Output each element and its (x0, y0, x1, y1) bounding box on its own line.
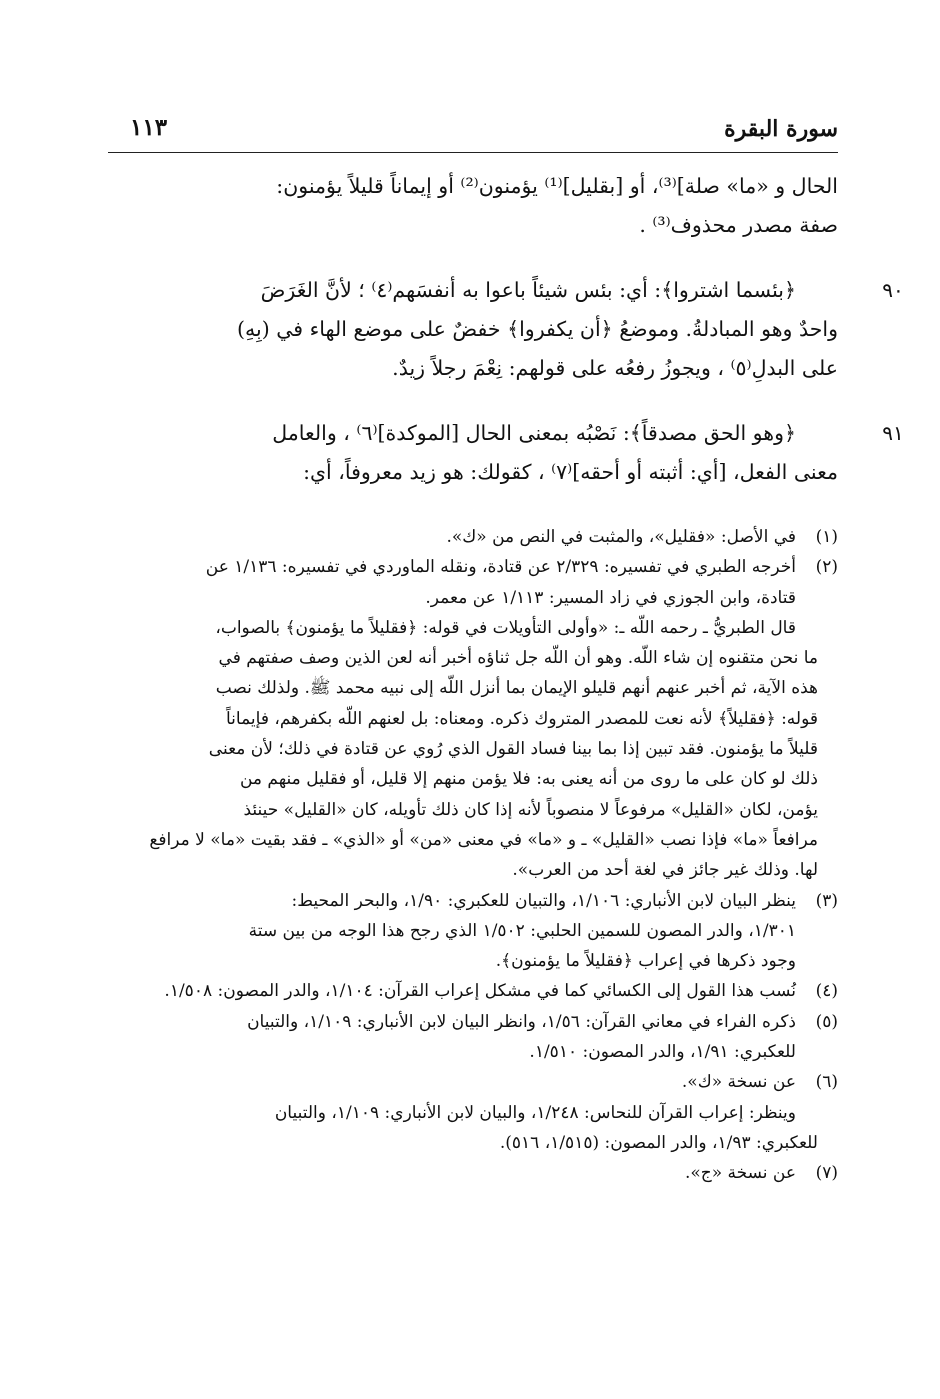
intro-paragraph (108, 167, 838, 245)
text-line: الحال و «ما» صلة]⁽³⁾، أو [بقليل]⁽¹⁾ يؤمنون⁽²⁾ أو إيماناً قليلاً يؤمنون: (276, 174, 838, 198)
footnote-line: ذلك لو كان على ما روى من أنه يعنى به: فلا يؤمن منهم إلا قليل، أو فقليل منهم من (239, 769, 818, 790)
text-line: ﴿بئسما اشتروا﴾: أي: بئس شيئاً باعوا به أنفسَهم⁽٤⁾ ؛ لأنَّ الغَرَضَ (260, 278, 796, 302)
footnotes (108, 522, 838, 1189)
footnote-line: ينظر البيان لابن الأنباري: ١/١٠٦، والتبيان للعكبري: ١/٩٠، والبحر المحيط: (291, 890, 796, 911)
footnote-2 (108, 552, 838, 613)
footnote-number: (٣) (815, 890, 838, 911)
footnote-line: ذكره الفراء في معاني القرآن: ١/٥٦، وانظر البيان لابن الأنباري: ١/١٠٩، والتبيان (247, 1011, 796, 1032)
footnote-line: مرافعاً «ما» فإذا نصب «القليل» ـ و «ما» في معنى «من» أو «الذي» ـ فقد بقيت «ما» لا مرافع (149, 829, 818, 850)
footnote-6 (108, 1067, 838, 1097)
footnote-3 (108, 886, 838, 977)
footnote-line: للعكبري: ١/٩١، والدر المصون: ١/٥١٠. (529, 1042, 796, 1063)
footnote-line: عن نسخة «ك». (681, 1072, 796, 1093)
footnote-number: (٤) (815, 981, 838, 1002)
footnote-number: (٢) (815, 557, 838, 578)
footnote-line: قوله: ﴿فقليلاً﴾ لأنه نعت للمصدر المتروك ذكره. ومعناه: بل لعنهم اللّه بكفرهم، فإيماناً (225, 708, 818, 729)
footnote-line: هذه الآية، ثم أخبر عنهم أنهم قليلو الإيمان بما أنزل اللّه إلى نبيه محمد ﷺ. ولذلك نصب (215, 678, 818, 699)
verse-number: ٩١ (882, 421, 904, 445)
text-line: على البدلِ⁽٥⁾ ، ويجوزُ رفعُه على قولهم: نِعْمَ رجلاً زيدٌ. (392, 356, 838, 380)
footnote-line: أخرجه الطبري في تفسيره: ٢/٣٢٩ عن قتادة، ونقله الماوردي في تفسيره: ١/١٣٦ عن (205, 557, 796, 578)
footnote-line: نُسب هذا القول إلى الكسائي كما في مشكل إعراب القرآن: ١/١٠٤، والدر المصون: ١/٥٠٨. (164, 981, 796, 1002)
footnote-line: وينظر: إعراب القرآن للنحاس: ١/٢٤٨، والبيان لابن الأنباري: ١/١٠٩، والتبيان (274, 1102, 796, 1123)
footnote-number: (١) (815, 527, 838, 547)
main-text (108, 167, 904, 492)
footnote-2-quote (108, 613, 838, 886)
footnote-number: (٧) (815, 1163, 838, 1184)
text-line: واحدٌ وهو المبادلةُ. وموضعُ ﴿أن يكفروا﴾ خفضٌ على موضع الهاء في (بِهِ) (237, 317, 838, 341)
footnote-line: قليلاً ما يؤمنون. فقد تبين إذا بما بينا فساد القول الذي رُوي عن قتادة في ذلك؛ لأن معنى (208, 739, 818, 760)
text-line: ﴿وهو الحق مصدقاً﴾: نَصْبُه بمعنى الحال [الموكدة]⁽٦⁾ ، والعامل (272, 421, 796, 445)
footnote-4 (108, 976, 838, 1006)
footnote-5 (108, 1007, 838, 1068)
footnote-6-continued (108, 1098, 838, 1159)
footnote-7 (108, 1158, 838, 1188)
footnote-line: قتادة، وابن الجوزي في زاد المسير: ١/١١٣ عن معمر. (425, 587, 796, 608)
surah-title: سورة البقرة (724, 116, 838, 142)
footnote-1 (108, 522, 838, 552)
footnote-line: قال الطبريُّ ـ رحمه اللّه ـ: «وأولى التأويلات في قوله: ﴿فقليلاً ما يؤمنون﴾ بالصواب، (215, 617, 796, 638)
footnote-line: عن نسخة «ج». (684, 1163, 796, 1184)
footnote-line: ما نحن متقنوه إن شاء اللّه. وهو أن اللّه جل ثناؤه أخبر أنه لعن الذين وصف صفتهم في (218, 648, 818, 669)
text-line: صفة مصدر محذوف⁽³⁾ . (639, 213, 838, 237)
page-number: ١١٣ (130, 114, 168, 141)
footnote-line: وجود ذكرها في إعراب ﴿فقليلاً ما يؤمنون﴾. (495, 951, 796, 972)
text-line: معنى الفعل، [أي: أثبته أو أحقه]⁽٧⁾ ، كقولك: هو زيد معروفاً، أي: (303, 460, 838, 484)
footnote-number: (٦) (815, 1072, 838, 1093)
footnote-line: للعكبري: ١/٩٣، والدر المصون: (١/٥١٥، ٥١٦). (499, 1132, 818, 1153)
verse-number: ٩٠ (882, 278, 904, 302)
footnote-number: (٥) (815, 1011, 838, 1032)
footnote-line: ١/٣٠١، والدر المصون للسمين الحلبي: ١/٥٠٢ الذي رجح هذا الوجه من بين ستة (248, 920, 796, 941)
verse-91-paragraph (108, 414, 904, 492)
page-header (108, 110, 838, 153)
page (108, 110, 904, 1184)
footnote-line: لها. وذلك غير جائز في لغة أحد من العرب». (512, 860, 818, 881)
footnote-line: يؤمن، لكان «القليل» مرفوعاً لا منصوباً لأنه إذا كان ذلك تأويله، كان «القليل» حينئذ (243, 799, 818, 820)
verse-90-paragraph (108, 271, 904, 388)
footnote-line: في الأصل: «فقليل»، والمثبت في النص من «ك». (446, 527, 796, 547)
